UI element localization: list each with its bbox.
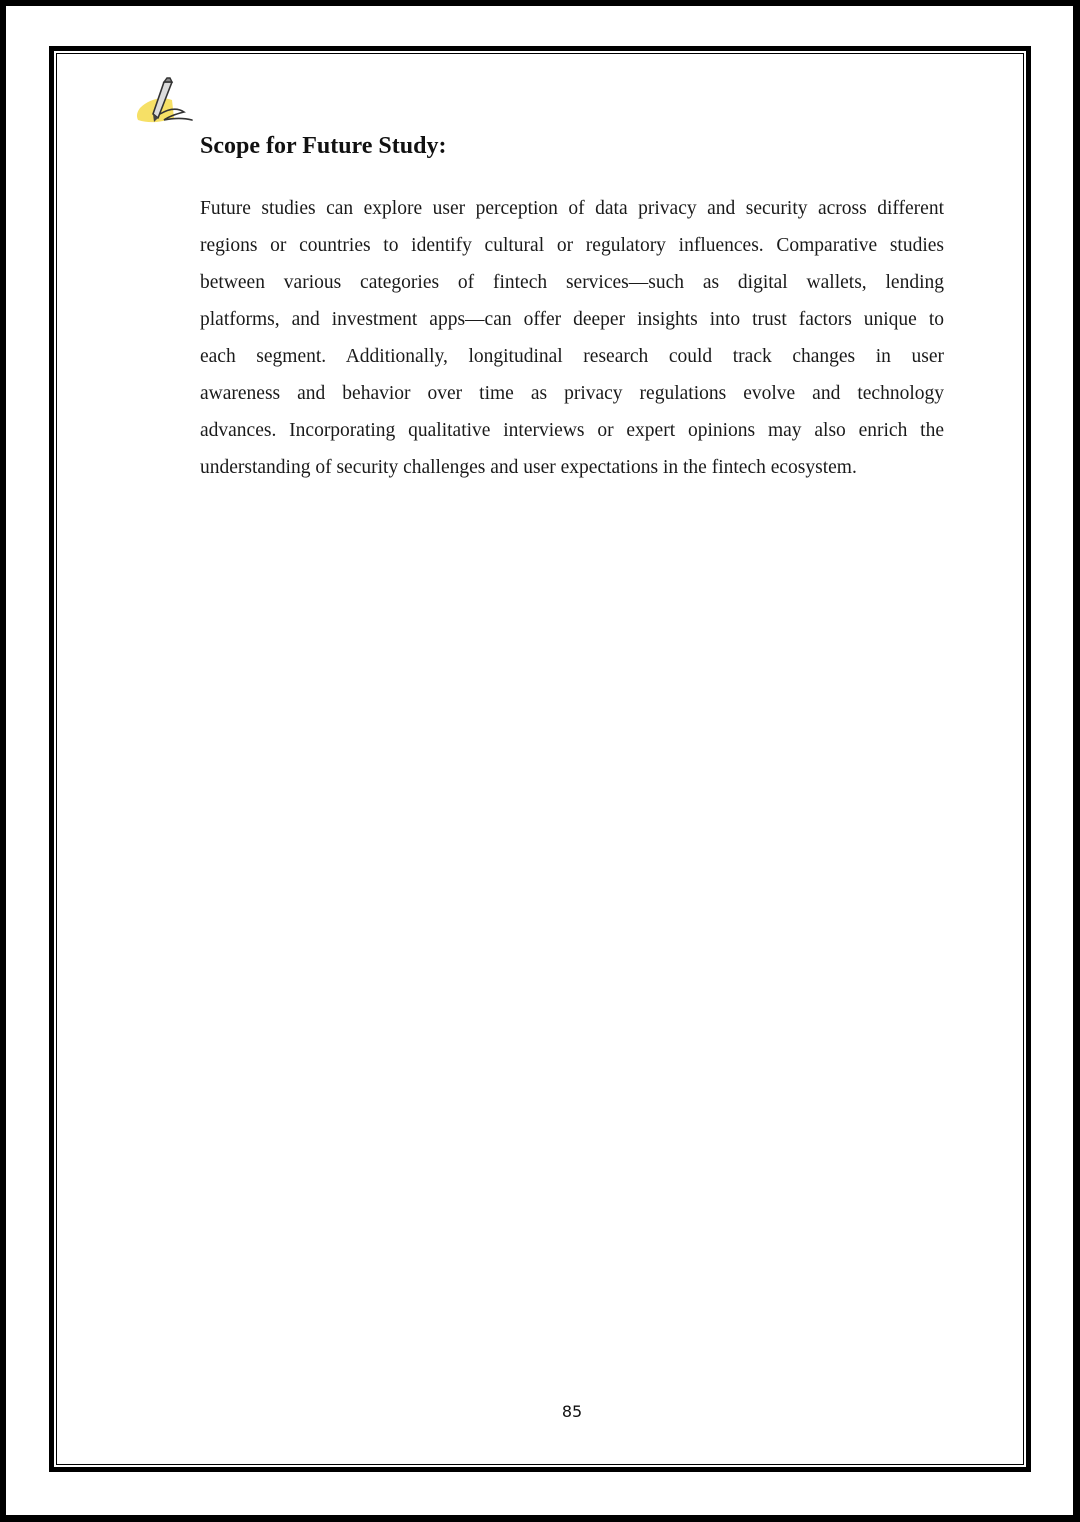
paragraph-line: awareness and behavior over time as privacy regulations evolve and technology <box>200 383 944 404</box>
paragraph-line: each segment. Additionally, longitudinal research could track changes in user <box>200 346 944 367</box>
section-heading: Scope for Future Study: <box>200 133 447 159</box>
paragraph-line: Future studies can explore user perception of data privacy and security across different <box>200 198 944 219</box>
page-number: 85 <box>561 1402 583 1421</box>
paragraph-line: understanding of security challenges and user expectations in the fintech ecosystem. <box>200 457 857 478</box>
pen-writing-icon <box>134 74 204 134</box>
paragraph-line: regions or countries to identify cultural or regulatory influences. Comparative studies <box>200 235 944 256</box>
body-paragraph <box>200 190 944 486</box>
paragraph-line: platforms, and investment apps—can offer deeper insights into trust factors unique to <box>200 309 944 330</box>
paragraph-line: between various categories of fintech services—such as digital wallets, lending <box>200 272 944 293</box>
paragraph-line: advances. Incorporating qualitative interviews or expert opinions may also enrich the <box>200 420 944 441</box>
